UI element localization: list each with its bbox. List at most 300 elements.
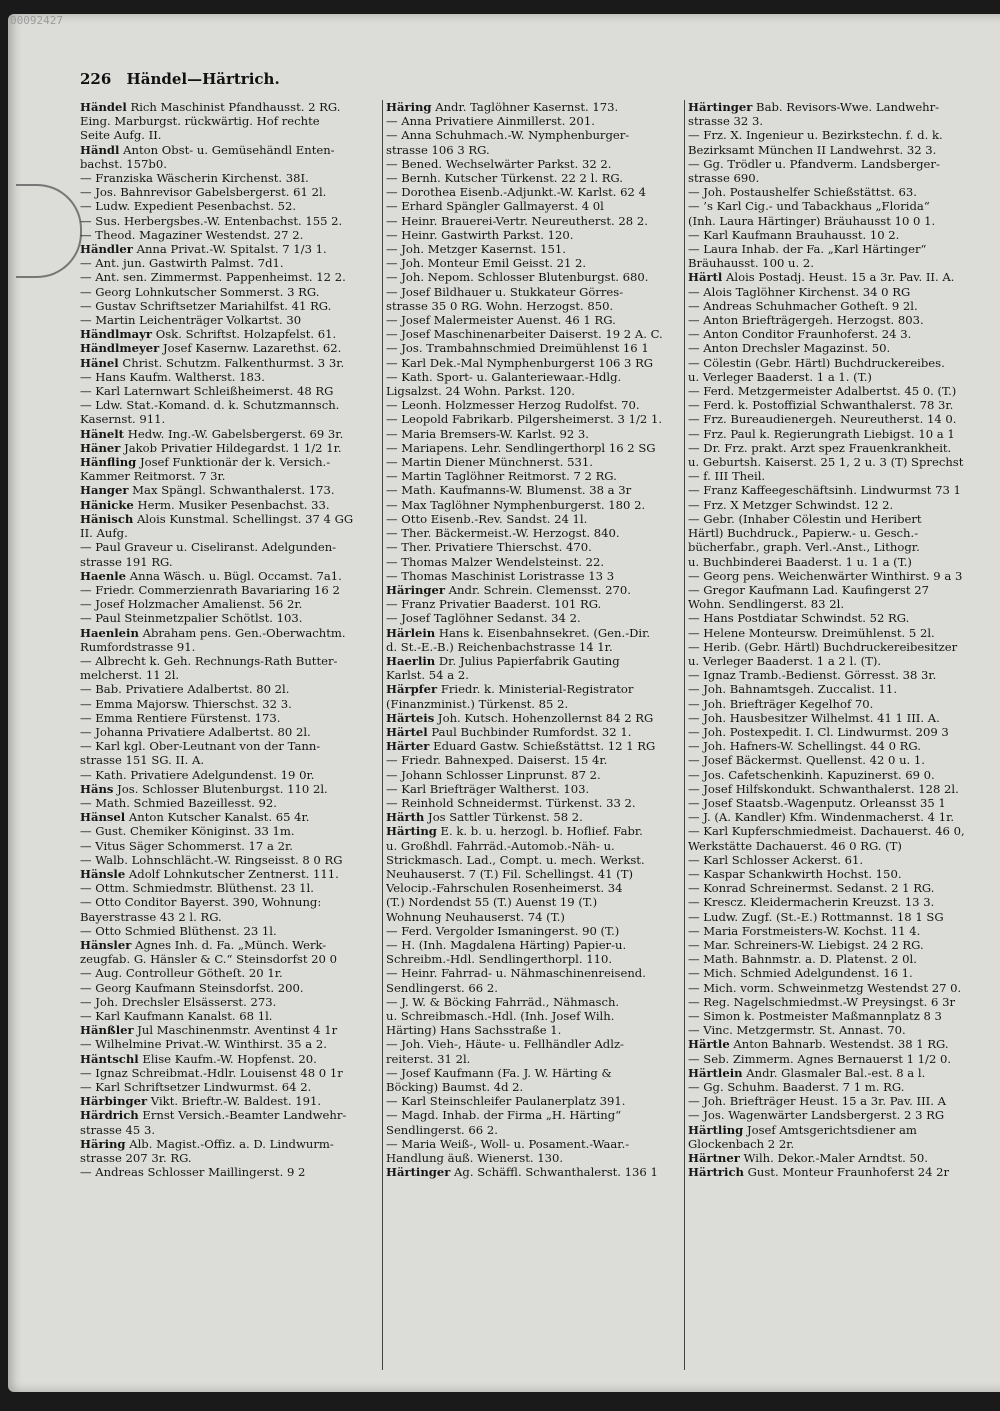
entry-surname: Hänsler bbox=[80, 937, 132, 952]
entry-surname: Haenlein bbox=[80, 625, 139, 640]
directory-entry bbox=[80, 1151, 380, 1165]
directory-entry bbox=[80, 540, 380, 554]
entry-text: — Karl Kaufmann Kanalst. 68 1l. bbox=[80, 1009, 273, 1023]
directory-entry bbox=[688, 966, 988, 980]
entry-text: — Georg Kaufmann Steinsdorfst. 200. bbox=[80, 980, 304, 995]
entry-text: strasse 32 3. bbox=[688, 114, 764, 129]
directory-entry bbox=[386, 924, 682, 938]
entry-text: — Helene Monteursw. Dreimühlenst. 5 2l. bbox=[688, 625, 935, 640]
entry-text: Max Spängl. Schwanthalerst. 173. bbox=[128, 483, 335, 498]
entry-text: — Frz. Paul k. Regierungrath Liebigst. 10 a 1 bbox=[688, 426, 955, 441]
entry-text: Rumfordstrasse 91. bbox=[80, 639, 196, 654]
entry-text: Wohnung Neuhauserst. 74 (T.) bbox=[386, 909, 565, 924]
entry-text: — Gebr. (Inhaber Cölestin und Heribert bbox=[688, 511, 922, 526]
directory-entry bbox=[80, 498, 380, 512]
entry-text: Werkstätte Dachauerst. 46 0 RG. (T) bbox=[688, 838, 902, 853]
entry-text: Joh. Kutsch. Hohenzollernst 84 2 RG bbox=[434, 710, 654, 725]
directory-entry bbox=[386, 739, 682, 753]
directory-entry bbox=[386, 370, 682, 384]
directory-entry bbox=[386, 483, 682, 497]
directory-entry bbox=[80, 327, 380, 341]
entry-text: Elise Kaufm.-W. Hopfenst. 20. bbox=[138, 1051, 317, 1066]
directory-entry bbox=[386, 895, 682, 909]
directory-entry bbox=[688, 214, 988, 228]
entry-text: — Joh. Metzger Kasernst. 151. bbox=[386, 242, 566, 257]
directory-entry bbox=[688, 867, 988, 881]
entry-text: — Franziska Wäscherin Kirchenst. 38I. bbox=[80, 171, 309, 186]
directory-entry bbox=[688, 526, 988, 540]
entry-text: — Hans Postdiatar Schwindst. 52 RG. bbox=[688, 611, 910, 626]
entry-text: Handlung äuß. Wienerst. 130. bbox=[386, 1151, 564, 1166]
entry-text: d. St.-E.-B.) Reichenbachstrasse 14 1r. bbox=[386, 639, 613, 654]
entry-surname: Händel bbox=[80, 100, 127, 114]
entry-text: — Konrad Schreinermst. Sedanst. 2 1 RG. bbox=[688, 881, 935, 896]
directory-entry bbox=[386, 938, 682, 952]
directory-entry bbox=[80, 526, 380, 540]
entry-text: E. k. b. u. herzogl. b. Hoflief. Fabr. bbox=[436, 824, 643, 839]
entry-text: strasse 35 0 RG. Wohn. Herzogst. 850. bbox=[386, 298, 614, 313]
entry-text: — Thomas Maschinist Loristrasse 13 3 bbox=[386, 568, 615, 583]
entry-text: (T.) Nordendst 55 (T.) Auenst 19 (T.) bbox=[386, 895, 598, 910]
directory-entry bbox=[386, 782, 682, 796]
entry-text: — Ludw. Zugf. (St.-E.) Rottmannst. 18 1 SG bbox=[688, 909, 944, 924]
entry-text: — Max Taglöhner Nymphenburgerst. 180 2. bbox=[386, 497, 646, 512]
binding-hole bbox=[16, 184, 82, 278]
directory-entry bbox=[386, 682, 682, 696]
entry-text: — Ignaz Tramb.-Bedienst. Görresst. 38 3r. bbox=[688, 668, 937, 683]
entry-text: Josef Amtsgerichtsdiener am bbox=[743, 1122, 917, 1137]
entry-text: Bab. Revisors-Wwe. Landwehr- bbox=[752, 100, 940, 114]
directory-entry bbox=[688, 427, 988, 441]
directory-entry bbox=[386, 1151, 682, 1165]
entry-text: — Paul Steinmetzpalier Schötlst. 103. bbox=[80, 611, 303, 626]
directory-entry bbox=[688, 313, 988, 327]
entry-text: Andr. Glasmaler Bal.-est. 8 a l. bbox=[742, 1065, 926, 1080]
entry-text: — ’s Karl Cig.- und Tabackhaus „Florida“ bbox=[688, 199, 930, 214]
directory-entry bbox=[386, 1165, 682, 1179]
entry-text: — Maria Forstmeisters-W. Kochst. 11 4. bbox=[688, 923, 921, 938]
directory-entry bbox=[80, 1123, 380, 1137]
directory-entry bbox=[688, 1037, 988, 1051]
directory-entry bbox=[80, 583, 380, 597]
entry-text: strasse 45 3. bbox=[80, 1122, 156, 1137]
entry-text: Dr. Julius Papierfabrik Gauting bbox=[435, 653, 620, 668]
entry-text: — Karl Schriftsetzer Lindwurmst. 64 2. bbox=[80, 1080, 312, 1095]
directory-entry bbox=[688, 370, 988, 384]
entry-text: Kasernst. 911. bbox=[80, 412, 166, 427]
entry-text: — Joh. Vieh-, Häute- u. Fellhändler Adlz- bbox=[386, 1037, 624, 1052]
directory-entry bbox=[688, 1151, 988, 1165]
entry-text: — Joh. Hausbesitzer Wilhelmst. 41 1 III. A. bbox=[688, 710, 940, 725]
directory-entry bbox=[386, 185, 682, 199]
directory-entry bbox=[688, 228, 988, 242]
entry-text: — Kath. Privatiere Adelgundenst. 19 0r. bbox=[80, 767, 315, 782]
directory-entry bbox=[386, 597, 682, 611]
directory-entry bbox=[688, 1094, 988, 1108]
directory-entry bbox=[80, 199, 380, 213]
directory-entry bbox=[688, 285, 988, 299]
directory-entry bbox=[688, 711, 988, 725]
entry-text: Josef Funktionär der k. Versich.- bbox=[136, 455, 331, 470]
directory-entry bbox=[386, 910, 682, 924]
entry-text: — Frz. X. Ingenieur u. Bezirkstechn. f. d. k. bbox=[688, 128, 943, 143]
entry-text: Kammer Reitmorst. 7 3r. bbox=[80, 469, 226, 484]
entry-text: — Dorothea Eisenb.-Adjunkt.-W. Karlst. 62 4 bbox=[386, 185, 646, 200]
column-divider bbox=[684, 100, 685, 1370]
entry-text: Alois Postadj. Heust. 15 a 3r. Pav. II. A. bbox=[722, 270, 955, 285]
entry-text: Anna Privat.-W. Spitalst. 7 1/3 1. bbox=[132, 242, 327, 257]
entry-text: — f. III Theil. bbox=[688, 469, 766, 484]
directory-entry bbox=[80, 384, 380, 398]
page-number: 226 bbox=[80, 70, 112, 88]
directory-entry bbox=[80, 995, 380, 1009]
directory-entry bbox=[386, 384, 682, 398]
entry-text: — Emma Rentiere Fürstenst. 173. bbox=[80, 710, 281, 725]
entry-text: — Martin Leichenträger Volkartst. 30 bbox=[80, 313, 302, 328]
directory-entry bbox=[80, 356, 380, 370]
entry-text: — Paul Graveur u. Ciseliranst. Adelgunden- bbox=[80, 540, 337, 555]
directory-entry bbox=[80, 810, 380, 824]
entry-surname: Härtle bbox=[688, 1037, 730, 1052]
directory-entry bbox=[80, 782, 380, 796]
entry-text: (Inh. Laura Härtinger) Bräuhausst 10 0 1. bbox=[688, 213, 936, 228]
entry-text: — Otto Eisenb.-Rev. Sandst. 24 1l. bbox=[386, 511, 588, 526]
entry-text: — Heinr. Brauerei-Vertr. Neureutherst. 28 2. bbox=[386, 213, 648, 228]
entry-text: — Frz. Bureaudienergeh. Neureutherst. 14 0. bbox=[688, 412, 957, 427]
directory-entry bbox=[80, 867, 380, 881]
directory-entry bbox=[80, 242, 380, 256]
directory-entry bbox=[386, 1009, 682, 1023]
entry-text: — Anna Privatiere Ainmillerst. 201. bbox=[386, 114, 595, 129]
entry-text: zeugfab. G. Hänsler & C.“ Steinsdorfst 20 0 bbox=[80, 952, 337, 967]
entry-text: Jos. Schlosser Blutenburgst. 110 2l. bbox=[113, 781, 328, 796]
entry-text: Adolf Lohnkutscher Zentnerst. 111. bbox=[125, 866, 339, 881]
entry-text: Wilh. Dekor.-Maler Arndtst. 50. bbox=[739, 1151, 928, 1166]
directory-entry bbox=[80, 1052, 380, 1066]
directory-entry bbox=[386, 299, 682, 313]
entry-text: Alois Kunstmal. Schellingst. 37 4 GG bbox=[133, 511, 354, 526]
entry-text: strasse 106 3 RG. bbox=[386, 142, 490, 157]
directory-entry bbox=[386, 668, 682, 682]
entry-text: — Bab. Privatiere Adalbertst. 80 2l. bbox=[80, 682, 290, 697]
directory-entry bbox=[80, 483, 380, 497]
entry-surname: Häns bbox=[80, 781, 114, 796]
entry-text: — Mariapens. Lehr. Sendlingerthorpl 16 2 SG bbox=[386, 440, 656, 455]
directory-entry bbox=[80, 924, 380, 938]
directory-entry bbox=[80, 824, 380, 838]
directory-entry bbox=[80, 682, 380, 696]
directory-entry bbox=[80, 285, 380, 299]
entry-text: — Karl kgl. Ober-Leutnant von der Tann- bbox=[80, 739, 321, 754]
directory-entry bbox=[386, 398, 682, 412]
directory-entry bbox=[80, 299, 380, 313]
directory-entry bbox=[688, 654, 988, 668]
entry-text: — Josef Staatsb.-Wagenputz. Orleansst 35 1 bbox=[688, 795, 946, 810]
entry-text: — Franz Privatier Baaderst. 101 RG. bbox=[386, 597, 602, 612]
entry-text: — Ant. sen. Zimmermst. Pappenheimst. 12 2. bbox=[80, 270, 346, 285]
directory-entry bbox=[688, 810, 988, 824]
directory-entry bbox=[386, 824, 682, 838]
directory-entry bbox=[386, 313, 682, 327]
directory-entry bbox=[688, 1023, 988, 1037]
entry-text: — Aug. Controlleur Götheſt. 20 1r. bbox=[80, 966, 283, 981]
entry-text: — Wilhelmine Privat.-W. Winthirst. 35 a 2. bbox=[80, 1037, 327, 1052]
entry-text: — Dr. Frz. prakt. Arzt spez Frauenkrankheit. bbox=[688, 440, 952, 455]
directory-entry bbox=[80, 952, 380, 966]
column-divider bbox=[382, 100, 383, 1370]
directory-entry bbox=[386, 1066, 682, 1080]
directory-entry bbox=[386, 100, 682, 114]
entry-text: — Joh. Nepom. Schlosser Blutenburgst. 680. bbox=[386, 270, 649, 285]
entry-surname: Häntschl bbox=[80, 1051, 139, 1066]
entry-text: — Mich. vorm. Schweinmetzg Westendst 27 0. bbox=[688, 980, 962, 995]
entry-text: Rich Maschinist Pfandhausst. 2 RG. bbox=[126, 100, 341, 114]
directory-entry bbox=[386, 228, 682, 242]
directory-entry bbox=[386, 157, 682, 171]
entry-text: u. Verleger Baaderst. 1 a 2 l. (T). bbox=[688, 653, 882, 668]
directory-entry bbox=[688, 498, 988, 512]
directory-entry bbox=[386, 1094, 682, 1108]
entry-text: — Anton Conditor Fraunhoferst. 24 3. bbox=[688, 327, 912, 342]
directory-entry bbox=[80, 469, 380, 483]
directory-entry bbox=[80, 512, 380, 526]
entry-surname: Hänfling bbox=[80, 455, 137, 470]
entry-text: — Joh. Drechsler Elsässerst. 273. bbox=[80, 994, 277, 1009]
entry-text: Bezirksamt München II Landwehrst. 32 3. bbox=[688, 142, 937, 157]
entry-text: — Theod. Magaziner Westendst. 27 2. bbox=[80, 227, 304, 242]
entry-text: — Josef Taglöhner Sedanst. 34 2. bbox=[386, 611, 581, 626]
entry-surname: Haerlin bbox=[386, 653, 436, 668]
entry-text: — Maria Weiß-, Woll- u. Posament.-Waar.- bbox=[386, 1136, 630, 1151]
directory-entry bbox=[80, 1023, 380, 1037]
entry-surname: Härth bbox=[386, 810, 425, 825]
entry-text: — Ottm. Schmiedmstr. Blüthenst. 23 1l. bbox=[80, 881, 314, 896]
entry-text: u. Geburtsh. Kaiserst. 25 1, 2 u. 3 (T) Sprechst bbox=[688, 455, 964, 470]
directory-entry bbox=[688, 157, 988, 171]
directory-entry bbox=[386, 412, 682, 426]
entry-text: — Anton Drechsler Magazinst. 50. bbox=[688, 341, 891, 356]
entry-text: — Leonh. Holzmesser Herzog Rudolfst. 70. bbox=[386, 398, 640, 413]
entry-text: — Karl Kaufmann Brauhausst. 10 2. bbox=[688, 227, 900, 242]
entry-text: — Karl Laternwart Schleißheimerst. 48 RG bbox=[80, 384, 334, 399]
entry-text: Alb. Magist.-Offiz. a. D. Lindwurm- bbox=[125, 1136, 334, 1151]
entry-text: — Heinr. Fahrrad- u. Nähmaschinenreisend. bbox=[386, 966, 646, 981]
entry-text: — Math. Schmied Bazeillesst. 92. bbox=[80, 795, 277, 810]
directory-entry bbox=[386, 753, 682, 767]
directory-entry bbox=[386, 114, 682, 128]
directory-entry bbox=[688, 1137, 988, 1151]
entry-surname: Härtner bbox=[688, 1151, 740, 1166]
entry-text: — Joh. Briefträger Heust. 15 a 3r. Pav. III. A bbox=[688, 1094, 946, 1109]
entry-text: — Joh. Postaushelfer Schießstättst. 63. bbox=[688, 185, 917, 200]
directory-entry bbox=[80, 143, 380, 157]
entry-text: reiterst. 31 2l. bbox=[386, 1051, 471, 1066]
entry-text: II. Aufg. bbox=[80, 526, 128, 541]
entry-text: — Joh. Monteur Emil Geisst. 21 2. bbox=[386, 256, 587, 271]
directory-entry bbox=[688, 412, 988, 426]
entry-text: — Jos. Wagenwärter Landsbergerst. 2 3 RG bbox=[688, 1108, 945, 1123]
entry-text: — Math. Bahnmstr. a. D. Platenst. 2 0l. bbox=[688, 952, 917, 967]
entry-text: Velocip.-Fahrschulen Rosenheimerst. 34 bbox=[386, 881, 623, 896]
entry-text: u. Verleger Baaderst. 1 a 1. (T.) bbox=[688, 369, 872, 384]
entry-surname: Härbinger bbox=[80, 1094, 148, 1109]
directory-entry bbox=[386, 1123, 682, 1137]
directory-entry bbox=[386, 327, 682, 341]
directory-entry bbox=[80, 228, 380, 242]
entry-text: Anton Bahnarb. Westendst. 38 1 RG. bbox=[729, 1037, 949, 1052]
directory-entry bbox=[80, 597, 380, 611]
entry-text: — Karl Dek.-Mal Nymphenburgerst 106 3 RG bbox=[386, 355, 654, 370]
entry-text: — Ther. Bäckermeist.-W. Herzogst. 840. bbox=[386, 526, 620, 541]
entry-text: — Ldw. Stat.-Komand. d. k. Schutzmannsch. bbox=[80, 398, 340, 413]
directory-entry bbox=[386, 1080, 682, 1094]
directory-entry bbox=[386, 966, 682, 980]
directory-entry bbox=[386, 952, 682, 966]
directory-entry bbox=[688, 611, 988, 625]
entry-text: Seite Aufg. II. bbox=[80, 128, 162, 143]
entry-text: Abraham pens. Gen.-Oberwachtm. bbox=[138, 625, 346, 640]
directory-entry bbox=[688, 1066, 988, 1080]
entry-text: bücherfabr., graph. Verl.-Anst., Lithogr. bbox=[688, 540, 920, 555]
entry-text: Vikt. Brieftr.-W. Baldest. 191. bbox=[147, 1094, 322, 1109]
entry-surname: Häner bbox=[80, 440, 121, 455]
entry-text: — Reinhold Schneidermst. Türkenst. 33 2. bbox=[386, 795, 636, 810]
entry-text: — Krescz. Kleidermacherin Kreuzst. 13 3. bbox=[688, 895, 935, 910]
entry-surname: Härdrich bbox=[80, 1108, 139, 1123]
entry-surname: Härtrich bbox=[688, 1165, 744, 1180]
entry-surname: Händlmeyer bbox=[80, 341, 160, 356]
directory-entry bbox=[386, 654, 682, 668]
entry-text: — Heinr. Gastwirth Parkst. 120. bbox=[386, 227, 574, 242]
entry-text: — Mich. Schmied Adelgundenst. 16 1. bbox=[688, 966, 913, 981]
entry-text: — Albrecht k. Geh. Rechnungs-Rath Butter- bbox=[80, 653, 338, 668]
directory-entry bbox=[688, 739, 988, 753]
directory-entry bbox=[80, 611, 380, 625]
directory-entry bbox=[80, 1037, 380, 1051]
entry-text: — Gregor Kaufmann Lad. Kaufingerst 27 bbox=[688, 582, 929, 597]
directory-entry bbox=[80, 768, 380, 782]
entry-text: — Bened. Wechselwärter Parkst. 32 2. bbox=[386, 156, 612, 171]
entry-text: — Gg. Trödler u. Pfandverm. Landsberger- bbox=[688, 156, 940, 171]
entry-text: — Andreas Schlosser Maillingerst. 9 2 bbox=[80, 1165, 306, 1180]
directory-entry bbox=[386, 356, 682, 370]
directory-entry bbox=[688, 256, 988, 270]
directory-entry bbox=[688, 839, 988, 853]
directory-entry bbox=[80, 895, 380, 909]
directory-entry bbox=[688, 128, 988, 142]
entry-text: Bayerstrasse 43 2 l. RG. bbox=[80, 909, 222, 924]
entry-surname: Haenle bbox=[80, 568, 127, 583]
entry-text: — Kath. Sport- u. Galanteriewaar.-Hdlg. bbox=[386, 369, 622, 384]
entry-text: Wohn. Sendlingerst. 83 2l. bbox=[688, 597, 845, 612]
directory-entry bbox=[80, 128, 380, 142]
directory-entry bbox=[386, 512, 682, 526]
entry-surname: Hänel bbox=[80, 355, 119, 370]
entry-text: — Josef Kaufmann (Fa. J. W. Härting & bbox=[386, 1065, 612, 1080]
entry-text: — Walb. Lohnschlächt.-W. Ringseisst. 8 0 RG bbox=[80, 852, 343, 867]
directory-entry bbox=[688, 171, 988, 185]
entry-text: — Johanna Privatiere Adalbertst. 80 2l. bbox=[80, 724, 311, 739]
entry-surname: Härtling bbox=[688, 1122, 744, 1137]
entry-text: — Bernh. Kutscher Türkenst. 22 2 l. RG. bbox=[386, 171, 623, 186]
directory-entry bbox=[80, 1165, 380, 1179]
entry-surname: Härter bbox=[386, 739, 430, 754]
directory-entry bbox=[688, 881, 988, 895]
directory-entry bbox=[80, 398, 380, 412]
directory-entry bbox=[386, 143, 682, 157]
directory-entry bbox=[386, 981, 682, 995]
directory-entry bbox=[386, 853, 682, 867]
entry-text: — Thomas Malzer Wendelsteinst. 22. bbox=[386, 554, 605, 569]
entry-text: Agnes Inh. d. Fa. „Münch. Werk- bbox=[131, 937, 327, 952]
entry-text: — Jos. Bahnrevisor Gabelsbergerst. 61 2l. bbox=[80, 185, 327, 200]
entry-text: strasse 151 SG. II. A. bbox=[80, 753, 205, 768]
entry-text: Andr. Taglöhner Kasernst. 173. bbox=[431, 100, 619, 114]
directory-entry bbox=[80, 427, 380, 441]
entry-text: Härtl) Buchdruck., Papierw.- u. Gesch.- bbox=[688, 526, 919, 541]
directory-entry bbox=[386, 555, 682, 569]
entry-text: Jos Sattler Türkenst. 58 2. bbox=[424, 810, 583, 825]
directory-entry bbox=[386, 995, 682, 1009]
directory-entry bbox=[80, 214, 380, 228]
directory-entry bbox=[386, 540, 682, 554]
entry-text: — Seb. Zimmerm. Agnes Bernauerst 1 1/2 0. bbox=[688, 1051, 952, 1066]
directory-entry bbox=[386, 569, 682, 583]
directory-entry bbox=[688, 341, 988, 355]
directory-entry bbox=[80, 981, 380, 995]
directory-entry bbox=[80, 185, 380, 199]
entry-text: — Ignaz Schreibmat.-Hdlr. Louisenst 48 0 1r bbox=[80, 1065, 343, 1080]
entry-text: — Vitus Säger Schommerst. 17 a 2r. bbox=[80, 838, 293, 853]
entry-text: Osk. Schriftst. Holzapfelst. 61. bbox=[152, 327, 337, 342]
entry-text: — Reg. Nagelschmiedmst.-W Preysingst. 6 3r bbox=[688, 994, 956, 1009]
directory-entry bbox=[386, 469, 682, 483]
directory-entry bbox=[80, 966, 380, 980]
entry-text: u. Großhdl. Fahrräd.-Automob.-Näh- u. bbox=[386, 838, 615, 853]
directory-entry bbox=[386, 270, 682, 284]
directory-entry bbox=[688, 199, 988, 213]
directory-entry bbox=[688, 924, 988, 938]
directory-entry bbox=[688, 1052, 988, 1066]
entry-text: — Maria Bremsers-W. Karlst. 92 3. bbox=[386, 426, 589, 441]
directory-entry bbox=[688, 768, 988, 782]
entry-text: Sendlingerst. 66 2. bbox=[386, 980, 498, 995]
entry-text: Ag. Schäffl. Schwanthalerst. 136 1 bbox=[450, 1165, 658, 1180]
entry-text: u. Buchbinderei Baaderst. 1 u. 1 a (T.) bbox=[688, 554, 912, 569]
directory-entry bbox=[386, 285, 682, 299]
directory-entry bbox=[386, 1023, 682, 1037]
directory-entry bbox=[688, 185, 988, 199]
entry-text: — Friedr. Bahnexped. Daiserst. 15 4r. bbox=[386, 753, 608, 768]
directory-entry bbox=[688, 483, 988, 497]
entry-text: — Ludw. Expedient Pesenbachst. 52. bbox=[80, 199, 297, 214]
entry-text: — Karl Kupferschmiedmeist. Dachauerst. 46 0, bbox=[688, 824, 965, 839]
entry-text: — H. (Inh. Magdalena Härting) Papier-u. bbox=[386, 937, 627, 952]
directory-entry bbox=[386, 214, 682, 228]
entry-text: — Ther. Privatiere Thierschst. 470. bbox=[386, 540, 592, 555]
directory-entry bbox=[80, 739, 380, 753]
entry-text: (Finanzminist.) Türkenst. 85 2. bbox=[386, 696, 569, 711]
page-header bbox=[80, 70, 280, 88]
directory-entry bbox=[688, 540, 988, 554]
entry-text: strasse 690. bbox=[688, 171, 760, 186]
directory-entry bbox=[80, 725, 380, 739]
directory-entry bbox=[688, 668, 988, 682]
directory-entry bbox=[386, 626, 682, 640]
entry-text: — Josef Bildhauer u. Stukkateur Görres- bbox=[386, 284, 624, 299]
entry-surname: Häringer bbox=[386, 582, 445, 597]
entry-text: — Otto Conditor Bayerst. 390, Wohnung: bbox=[80, 895, 322, 910]
